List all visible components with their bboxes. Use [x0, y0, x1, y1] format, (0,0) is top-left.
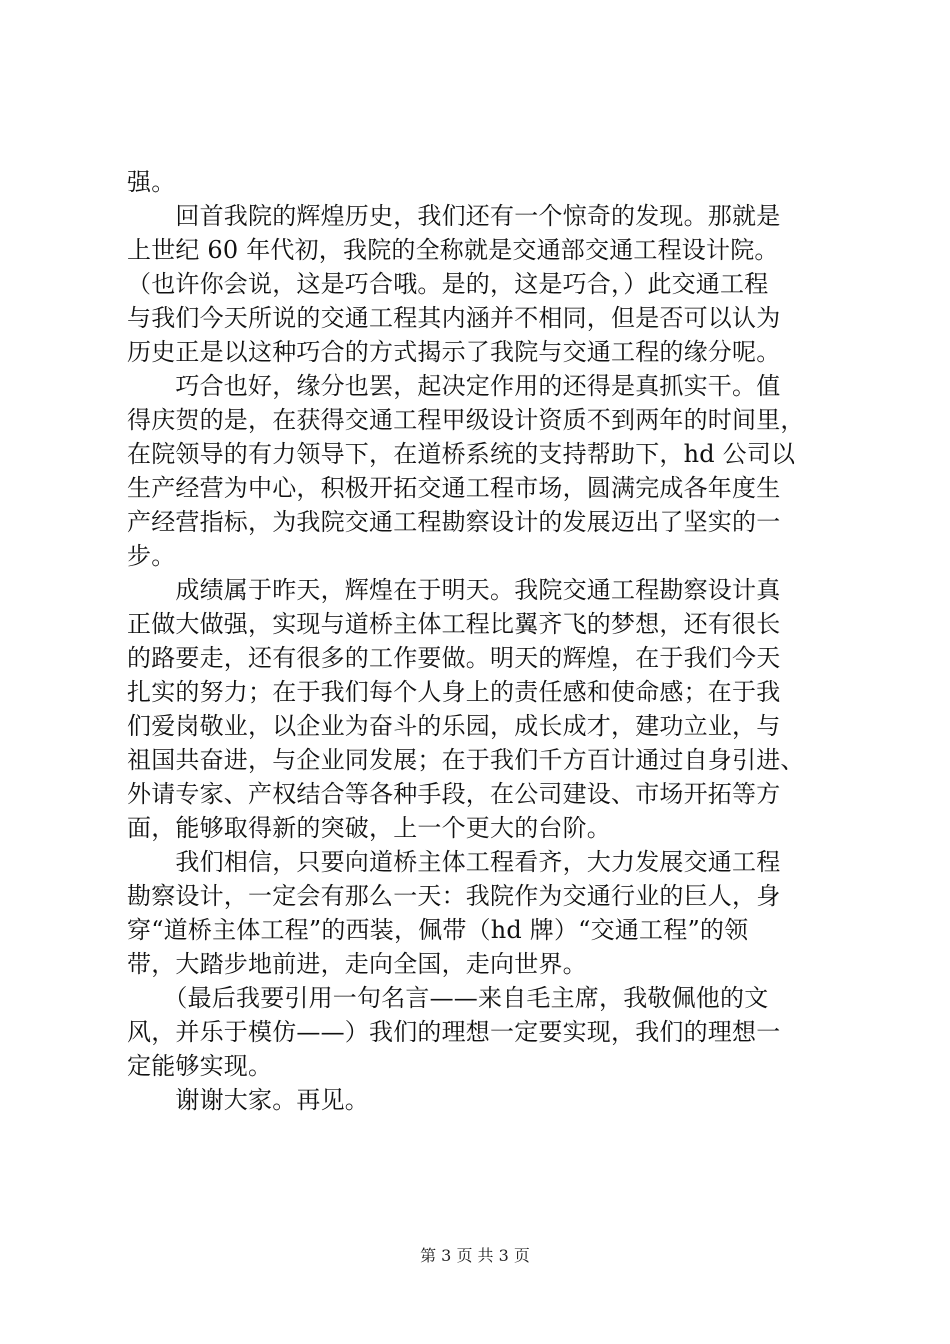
- text-line: 面，能够取得新的突破，上一个更大的台阶。: [127, 814, 611, 842]
- text-line: （最后我要引用一句名言——来自毛主席，我敬佩他的文: [127, 984, 769, 1012]
- text-line: 勘察设计，一定会有那么一天：我院作为交通行业的巨人，身: [127, 882, 781, 910]
- text-line: 我们相信，只要向道桥主体工程看齐，大力发展交通工程: [127, 848, 781, 876]
- text-line: 强。: [127, 168, 176, 196]
- text-line: 外请专家、产权结合等各种手段，在公司建设、市场开拓等方: [127, 780, 781, 808]
- text-line: （也许你会说，这是巧合哦。是的，这是巧合，）此交通工程: [127, 270, 769, 298]
- text-line: 正做大做强，实现与道桥主体工程比翼齐飞的梦想，还有很长: [127, 610, 781, 638]
- text-line: 上世纪 60 年代初，我院的全称就是交通部交通工程设计院。: [127, 236, 779, 264]
- text-line: 祖国共奋进，与企业同发展；在于我们千方百计通过自身引进、: [127, 746, 805, 774]
- text-line: 扎实的努力；在于我们每个人身上的责任感和使命感；在于我: [127, 678, 781, 706]
- text-line: 与我们今天所说的交通工程其内涵并不相同，但是否可以认为: [127, 304, 781, 332]
- text-line: 步。: [127, 542, 176, 570]
- text-line: 的路要走，还有很多的工作要做。明天的辉煌，在于我们今天: [127, 644, 781, 672]
- text-line: 定能够实现。: [127, 1052, 273, 1080]
- page-number-footer: 第 3 页 共 3 页: [420, 1246, 530, 1265]
- text-line: 回首我院的辉煌历史，我们还有一个惊奇的发现。那就是: [127, 202, 781, 230]
- text-line: 产经营指标，为我院交通工程勘察设计的发展迈出了坚实的一: [127, 508, 781, 536]
- text-line: 得庆贺的是，在获得交通工程甲级设计资质不到两年的时间里，: [127, 406, 805, 434]
- text-line: 生产经营为中心，积极开拓交通工程市场，圆满完成各年度生: [127, 474, 781, 502]
- text-line: 带，大踏步地前进，走向全国，走向世界。: [127, 950, 587, 978]
- text-line: 历史正是以这种巧合的方式揭示了我院与交通工程的缘分呢。: [127, 338, 781, 366]
- text-line: 们爱岗敬业，以企业为奋斗的乐园，成长成才，建功立业，与: [127, 712, 781, 740]
- text-line: 风，并乐于模仿——）我们的理想一定要实现，我们的理想一: [127, 1018, 781, 1046]
- text-line: 在院领导的有力领导下，在道桥系统的支持帮助下，hd 公司以: [127, 440, 796, 468]
- text-line: 成绩属于昨天，辉煌在于明天。我院交通工程勘察设计真: [127, 576, 781, 604]
- text-line: 穿“道桥主体工程”的西装，佩带（hd 牌）“交通工程”的领: [127, 916, 749, 944]
- text-line: 巧合也好，缘分也罢，起决定作用的还得是真抓实干。值: [127, 372, 781, 400]
- text-line: 谢谢大家。再见。: [127, 1086, 369, 1114]
